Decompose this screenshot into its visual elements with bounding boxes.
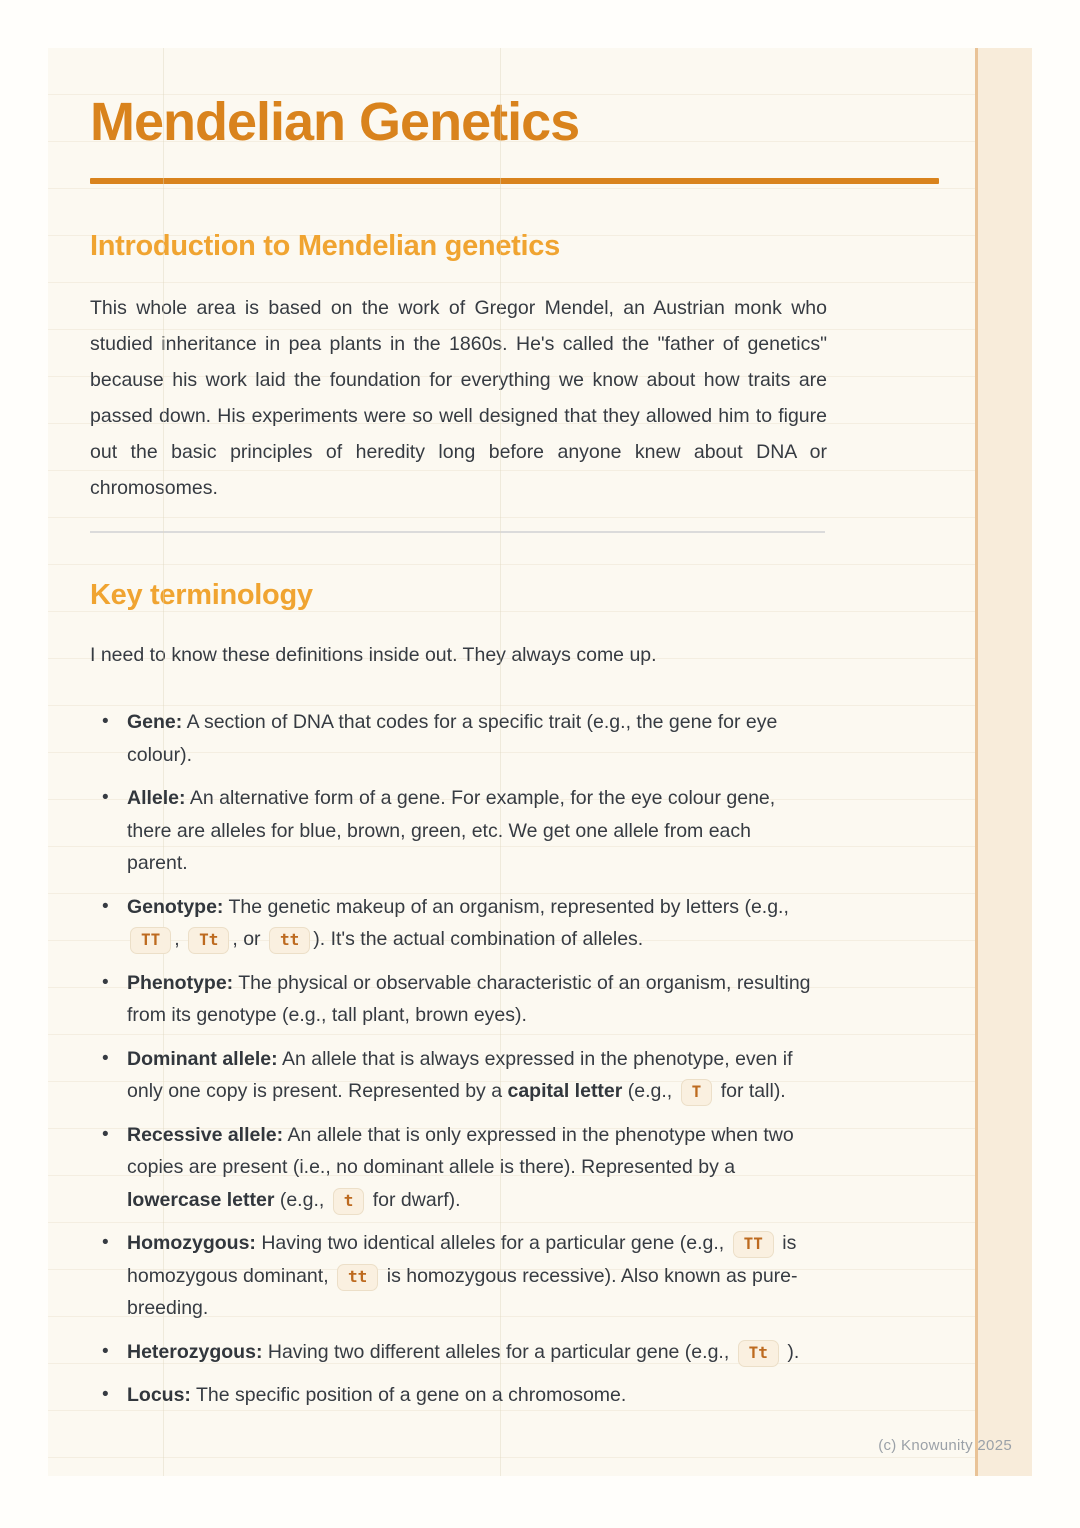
terminology-lead: I need to know these definitions inside out. They always come up.	[90, 644, 657, 666]
introduction-paragraph: This whole area is based on the work of Gregor Mendel, an Austrian monk who studied inheritance in pea plants in the 1860s. He's called the "father of genetics" because his work laid the foundation for everything we know about how traits are passed down. His experiments were so well designed that they allowed him to figure out the basic principles of heredity long before anyone knew about DNA or chromosomes.	[90, 297, 827, 499]
term-label: Heterozygous:	[127, 1340, 263, 1363]
term-label: Gene:	[127, 711, 183, 733]
section-divider	[90, 531, 825, 533]
term-label: Allele:	[127, 787, 186, 809]
allele-code-badge: tt	[337, 1264, 378, 1291]
term-item	[90, 1119, 815, 1217]
side-strip	[975, 48, 1032, 1476]
allele-code-badge: T	[681, 1079, 713, 1106]
term-item	[90, 782, 815, 880]
note-page	[48, 48, 1032, 1476]
term-text: ).	[781, 1340, 800, 1363]
term-item	[90, 1043, 815, 1108]
term-label: Recessive allele:	[127, 1123, 284, 1146]
term-item	[90, 891, 815, 956]
term-label: capital letter	[507, 1080, 623, 1102]
term-text: The physical or observable characteristic of an organism, resulting from its genotype (e.g., tall plant, brown eyes).	[127, 971, 811, 1026]
term-item	[90, 1227, 815, 1325]
term-text: ,	[174, 928, 186, 950]
term-text: An allele that is always expressed in the phenotype, even if only one copy is present. Represented by a	[127, 1047, 793, 1102]
allele-code-badge: TT	[733, 1231, 774, 1258]
terminology-list	[90, 706, 815, 1412]
term-text: for dwarf).	[367, 1188, 461, 1211]
term-text: , or	[232, 928, 266, 950]
term-item	[90, 1336, 815, 1369]
term-text: Having two different alleles for a particular gene (e.g.,	[262, 1340, 735, 1363]
page-title: Mendelian Genetics	[90, 92, 580, 152]
section-heading-introduction: Introduction to Mendelian genetics	[90, 230, 560, 262]
term-text: for tall).	[715, 1080, 786, 1102]
term-text: is homozygous recessive). Also known as pure-breeding.	[127, 1264, 798, 1319]
term-text: is homozygous dominant,	[127, 1232, 797, 1287]
term-text: (e.g.,	[274, 1188, 330, 1211]
term-text: The specific position of a gene on a chromosome.	[190, 1384, 627, 1406]
term-text: An allele that is only expressed in the phenotype when two copies are present (i.e., no dominant allele is there). Represented by a	[127, 1123, 794, 1178]
term-label: Genotype:	[127, 895, 224, 918]
allele-code-badge: t	[333, 1188, 365, 1215]
term-text: The genetic makeup of an organism, represented by letters (e.g.,	[223, 895, 789, 918]
title-rule	[90, 178, 939, 184]
term-text: An alternative form of a gene. For example, for the eye colour gene, there are alleles for blue, brown, green, etc. We get one allele from each parent.	[127, 787, 776, 874]
allele-code-badge: tt	[269, 927, 310, 954]
term-text: ). It's the actual combination of alleles.	[313, 928, 644, 950]
term-text: (e.g.,	[622, 1080, 678, 1102]
term-label: Dominant allele:	[127, 1047, 278, 1070]
allele-code-badge: Tt	[738, 1340, 779, 1367]
allele-code-badge: TT	[130, 927, 171, 954]
allele-code-badge: Tt	[188, 927, 229, 954]
term-label: lowercase letter	[127, 1188, 275, 1211]
section-heading-terminology: Key terminology	[90, 579, 313, 611]
term-item	[90, 706, 815, 771]
term-label: Homozygous:	[127, 1232, 256, 1254]
term-item	[90, 967, 815, 1032]
watermark: (c) Knowunity 2025	[878, 1437, 1012, 1454]
term-text: Having two identical alleles for a particular gene (e.g.,	[255, 1232, 730, 1254]
term-label: Phenotype:	[127, 971, 234, 994]
term-text: A section of DNA that codes for a specific trait (e.g., the gene for eye colour).	[127, 711, 778, 766]
term-label: Locus:	[127, 1384, 191, 1406]
term-item	[90, 1379, 815, 1412]
